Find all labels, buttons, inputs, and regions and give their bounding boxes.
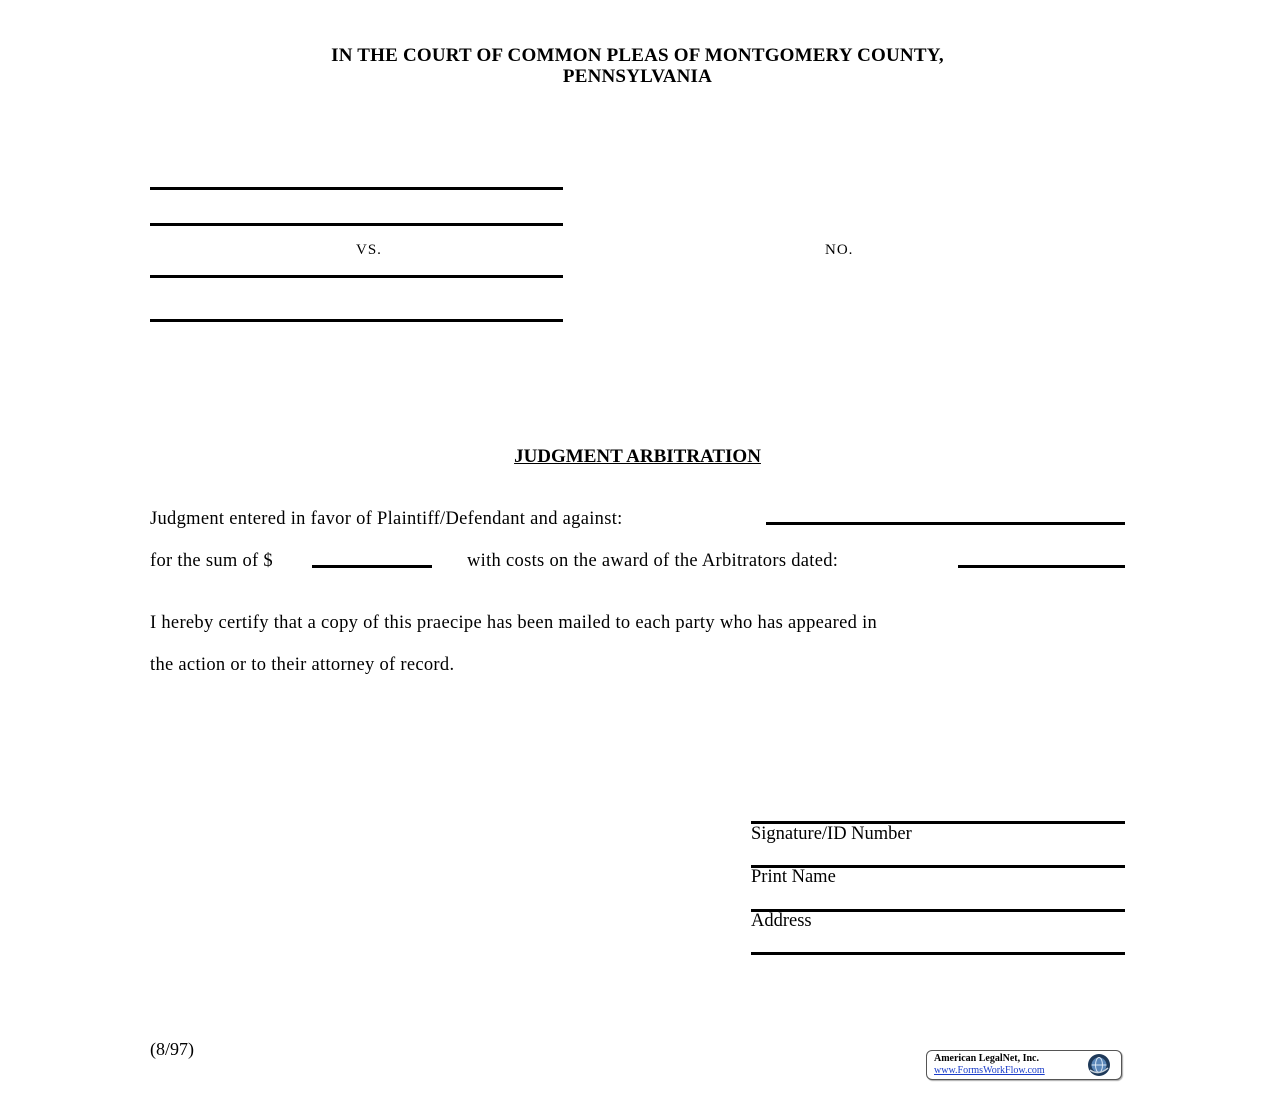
- court-name-line2: PENNSYLVANIA: [562, 66, 713, 87]
- award-dated-label: with costs on the award of the Arbitrators dated:: [467, 551, 839, 571]
- address-field-2[interactable]: [751, 952, 1125, 955]
- badge-url-link[interactable]: www.FormsWorkFlow.com: [934, 1065, 1045, 1076]
- sum-label: for the sum of $: [150, 551, 273, 571]
- court-header: [0, 45, 1275, 87]
- against-party-field[interactable]: [766, 522, 1125, 525]
- sum-amount-field[interactable]: [312, 565, 432, 568]
- court-name-line1: IN THE COURT OF COMMON PLEAS OF MONTGOMERY COUNTY,: [331, 45, 944, 66]
- form-title: JUDGMENT ARBITRATION: [514, 446, 761, 467]
- defendant-line-2[interactable]: [150, 319, 563, 322]
- address-label: Address: [751, 911, 812, 931]
- judgment-entered-text: Judgment entered in favor of Plaintiff/Defendant and against:: [150, 509, 623, 529]
- plaintiff-line-2[interactable]: [150, 223, 563, 226]
- certify-text-line2: the action or to their attorney of record.: [150, 655, 455, 675]
- vendor-badge[interactable]: [926, 1050, 1122, 1080]
- globe-logo-icon: [1087, 1053, 1111, 1077]
- vs-label: VS.: [356, 242, 382, 258]
- badge-company: American LegalNet, Inc.: [934, 1053, 1039, 1064]
- defendant-line-1[interactable]: [150, 275, 563, 278]
- plaintiff-line-1[interactable]: [150, 187, 563, 190]
- signature-id-label: Signature/ID Number: [751, 824, 912, 844]
- form-revision-date: (8/97): [150, 1039, 194, 1059]
- award-date-field[interactable]: [958, 565, 1125, 568]
- case-number-label: NO.: [825, 242, 854, 258]
- certify-text-line1: I hereby certify that a copy of this praecipe has been mailed to each party who has appeared in: [150, 613, 878, 633]
- print-name-label: Print Name: [751, 867, 836, 887]
